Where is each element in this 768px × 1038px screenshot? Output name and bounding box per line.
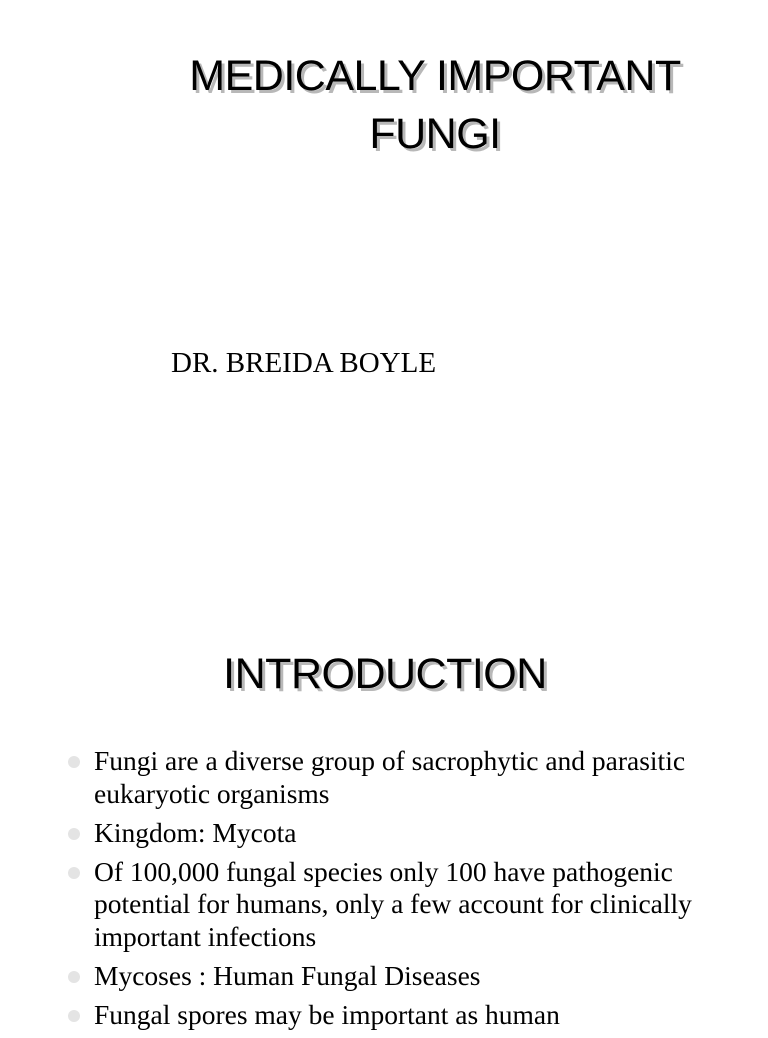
section-title: INTRODUCTION — [223, 650, 547, 698]
bullet-icon — [68, 1010, 80, 1022]
bullet-icon — [68, 971, 80, 983]
list-item — [94, 960, 694, 993]
list-item — [94, 856, 694, 954]
title-line-1: MEDICALLY IMPORTANT — [189, 52, 681, 100]
list-item-text: Fungal spores may be important as human — [94, 998, 560, 1030]
slide-title — [100, 47, 768, 163]
author-name: DR. BREIDA BOYLE — [171, 347, 437, 379]
bullet-icon — [68, 828, 80, 840]
list-item-text: Mycoses : Human Fungal Diseases — [94, 959, 481, 991]
bullet-icon — [68, 867, 80, 879]
bullet-icon — [68, 756, 80, 768]
list-item — [94, 817, 694, 850]
list-item-text: Fungi are a diverse group of sacrophytic and parasitic eukaryotic organisms — [94, 745, 686, 809]
list-item — [94, 999, 694, 1032]
title-line-2: FUNGI — [369, 110, 501, 158]
bullet-list — [94, 745, 694, 1038]
list-item-text: Kingdom: Mycota — [94, 816, 297, 848]
list-item-text: Of 100,000 fungal species only 100 have pathogenic potential for humans, only a few account for clinically important infections — [94, 855, 692, 952]
list-item — [94, 745, 694, 810]
